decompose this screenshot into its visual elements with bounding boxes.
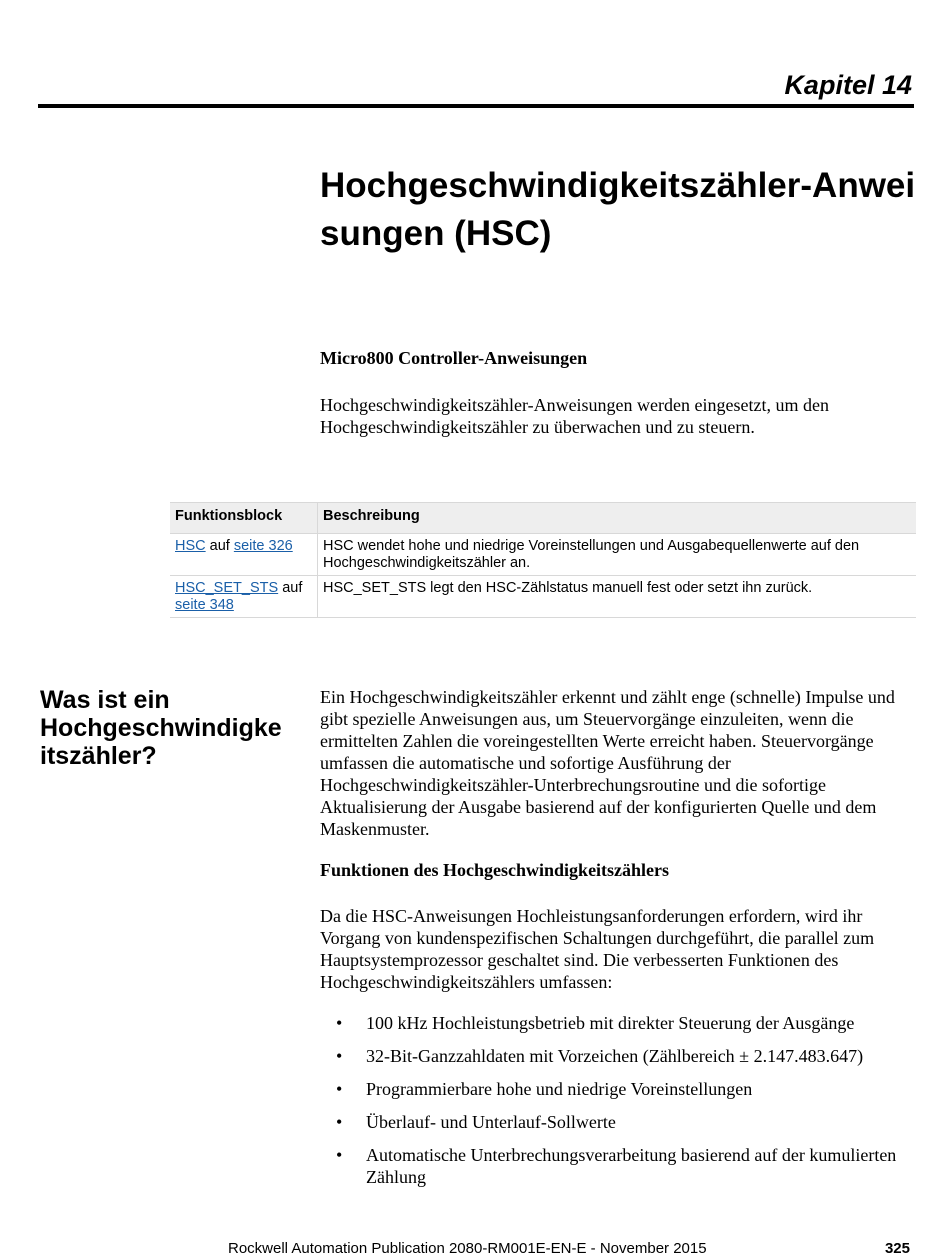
- side-heading-line-3: itszähler?: [40, 742, 157, 770]
- page-title: [320, 162, 920, 258]
- description-paragraph: Ein Hochgeschwindigkeitszähler erkennt und zählt enge (schnelle) Impulse und gibt spezielle Anweisungen aus, um Steuervorgänge einzuleiten, wenn die ermittelten Zahlen die voreingestellten Werte erreicht haben. Steuervorgänge umfassen die automatische und sofortige Ausführung der Hochgeschwindigkeitszähler-Unterbrechungsroutine und die sofortige Aktualisierung der Ausgabe basierend auf der konfigurierten Quelle und dem Maskenmuster.: [320, 687, 895, 839]
- side-heading: [40, 686, 312, 770]
- table-header-row: [170, 503, 916, 534]
- list-item: [320, 1111, 900, 1133]
- intro-paragraph: Hochgeschwindigkeitszähler-Anweisungen werden eingesetzt, um den Hochgeschwindigkeitszähler zu überwachen und zu steuern.: [320, 395, 829, 437]
- list-item: [320, 1144, 900, 1188]
- list-item: [320, 1012, 900, 1034]
- side-heading-line-1: Was ist ein: [40, 686, 170, 714]
- header-rule: [38, 104, 914, 108]
- table-row: [170, 576, 916, 618]
- hsc-link[interactable]: HSC: [175, 538, 206, 554]
- function-block-table: [170, 502, 916, 618]
- section-subheading: Micro800 Controller-Anweisungen: [320, 348, 588, 368]
- bullet-icon: •: [336, 1145, 343, 1165]
- list-item: [320, 1078, 900, 1100]
- features-list: [320, 1012, 900, 1199]
- list-item-text: Automatische Unterbrechungsverarbeitung basierend auf der kumulierten Zählung: [366, 1145, 897, 1187]
- page-title-line-2: sungen (HSC): [320, 214, 552, 253]
- list-item-text: Programmierbare hohe und niedrige Voreinstellungen: [366, 1079, 753, 1099]
- list-item-text: 32-Bit-Ganzzahldaten mit Vorzeichen (Zählbereich ± 2.147.483.647): [366, 1046, 864, 1066]
- description-cell: HSC_SET_STS legt den HSC-Zählstatus manuell fest oder setzt ihn zurück.: [318, 576, 917, 618]
- list-item-text: 100 kHz Hochleistungsbetrieb mit direkter Steuerung der Ausgänge: [366, 1013, 855, 1033]
- hsc-set-sts-link[interactable]: HSC_SET_STS: [175, 580, 279, 596]
- page-number: 325: [884, 1240, 910, 1257]
- description-cell: HSC wendet hohe und niedrige Voreinstellungen und Ausgabequellenwerte auf den Hochgeschwindigkeitszähler an.: [318, 534, 917, 576]
- bullet-icon: •: [336, 1112, 343, 1132]
- bullet-icon: •: [336, 1046, 343, 1066]
- page-348-link[interactable]: seite 348: [175, 597, 234, 613]
- chapter-label: Kapitel 14: [784, 70, 912, 100]
- column-header-function-block: Funktionsblock: [170, 503, 318, 534]
- bullet-icon: •: [336, 1013, 343, 1033]
- side-heading-line-2: Hochgeschwindigke: [40, 714, 282, 742]
- bullet-icon: •: [336, 1079, 343, 1099]
- page-326-link[interactable]: seite 326: [233, 538, 293, 554]
- auf-text: auf: [209, 538, 230, 554]
- footer-publication: Rockwell Automation Publication 2080-RM001E-EN-E - November 2015: [228, 1240, 707, 1257]
- list-item-text: Überlauf- und Unterlauf-Sollwerte: [366, 1112, 616, 1132]
- page-title-line-1: Hochgeschwindigkeitszähler-Anwei: [320, 166, 916, 205]
- features-intro-paragraph: Da die HSC-Anweisungen Hochleistungsanforderungen erfordern, wird ihr Vorgang von kundenspezifischen Schaltungen durchgeführt, die parallel zum Hauptsystemprozessor geschaltet sind. Die verbesserten Funktionen des Hochgeschwindigkeitszählers umfassen:: [320, 906, 875, 992]
- function-block-cell: [170, 534, 318, 576]
- auf-text: auf: [282, 580, 303, 596]
- features-subheading: Funktionen des Hochgeschwindigkeitszählers: [320, 860, 670, 880]
- list-item: [320, 1045, 900, 1067]
- function-block-cell: [170, 576, 318, 618]
- table-row: [170, 534, 916, 576]
- column-header-description: Beschreibung: [318, 503, 917, 534]
